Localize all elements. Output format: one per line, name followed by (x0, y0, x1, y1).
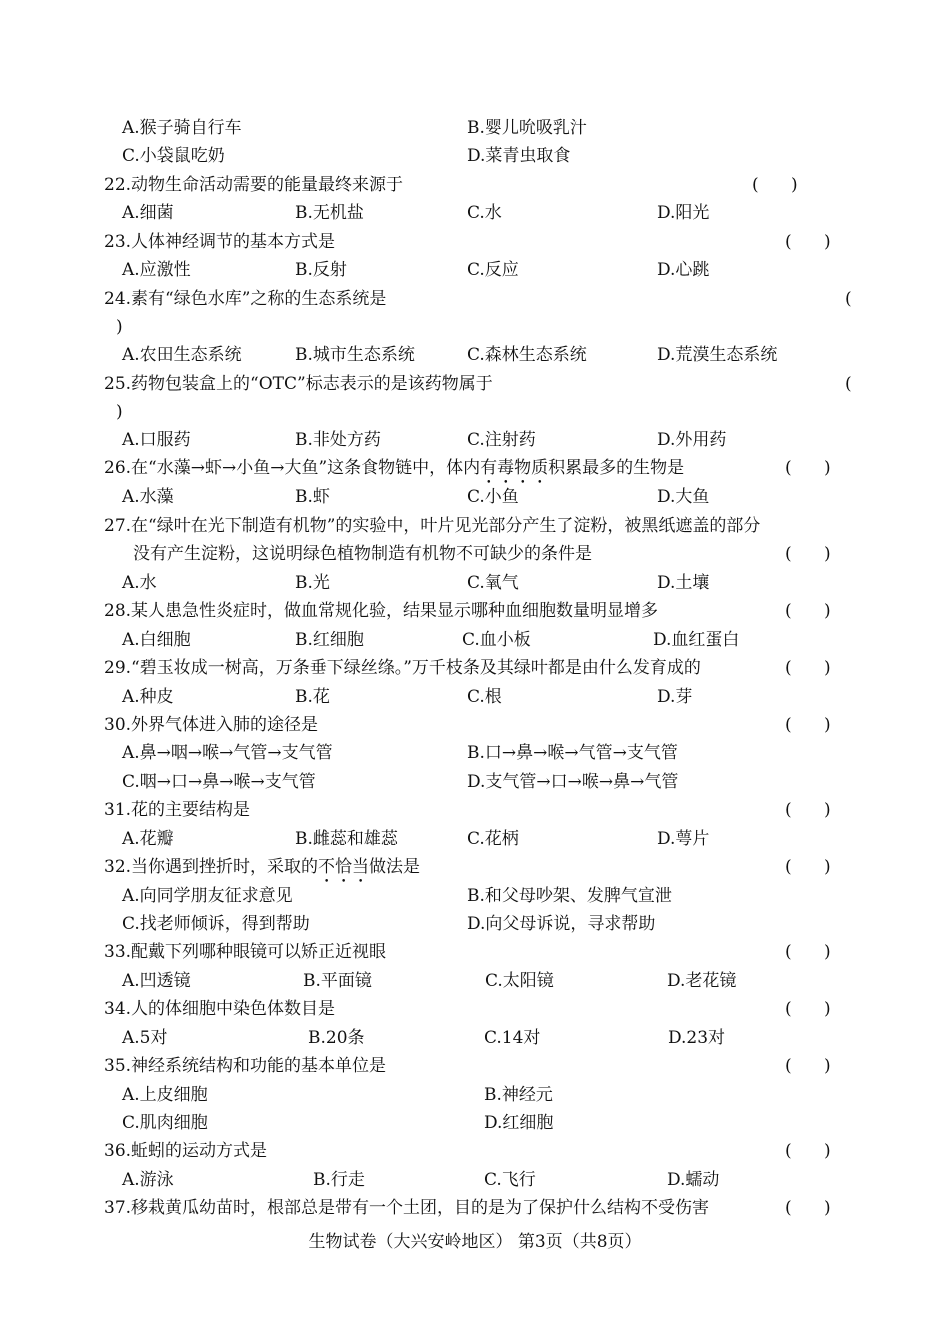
q25-option-b: B.非处方药 (295, 430, 381, 450)
q28-option-c: C.血小板 (462, 630, 531, 650)
q25-option-d: D.外用药 (657, 430, 727, 450)
q22-option-b: B.无机盐 (295, 203, 364, 223)
q31-option-b: B.雌蕊和雄蕊 (295, 829, 398, 849)
q36-option-d: D.蠕动 (667, 1170, 720, 1190)
q32-answer-bracket: ( ) (785, 857, 831, 877)
q33-option-d: D.老花镜 (667, 971, 737, 991)
q32-stem-part2: 做法是 (369, 857, 421, 877)
q28-stem: 28.某人患急性炎症时，做血常规化验，结果显示哪种血细胞数量明显增多 (104, 601, 659, 621)
q23-option-d: D.心跳 (657, 260, 710, 280)
q32-option-c: C.找老师倾诉，得到帮助 (122, 914, 310, 934)
q27-stem-line2: 没有产生淀粉，这说明绿色植物制造有机物不可缺少的条件是 (133, 544, 592, 564)
q27-option-a: A.水 (122, 573, 157, 593)
q25-stem: 25.药物包装盒上的“OTC”标志表示的是该药物属于 (104, 374, 493, 394)
q23-answer-bracket: ( ) (785, 232, 831, 252)
q28-option-b: B.红细胞 (295, 630, 364, 650)
q25-bracket-close: ) (116, 402, 123, 422)
q29-stem: 29.“碧玉妆成一树高，万条垂下绿丝绦。”万千枝条及其绿叶都是由什么发育成的 (104, 658, 701, 678)
q26-option-a: A.水藻 (122, 487, 174, 507)
q32-option-d: D.向父母诉说，寻求帮助 (467, 914, 656, 934)
q34-stem: 34.人的体细胞中染色体数目是 (104, 999, 336, 1019)
q26-emphasis-text: 有毒物质 (480, 458, 549, 478)
q23-stem: 23.人体神经调节的基本方式是 (104, 232, 336, 252)
page-footer: 生物试卷（大兴安岭地区） 第3页（共8页） (308, 1232, 642, 1252)
q21-option-d: D.菜青虫取食 (467, 146, 571, 166)
q23-option-c: C.反应 (467, 260, 519, 280)
q21-option-a: A.猴子骑自行车 (122, 118, 242, 138)
q24-bracket-open: ( (845, 289, 852, 309)
q36-option-a: A.游泳 (122, 1170, 174, 1190)
q24-option-b: B.城市生态系统 (295, 345, 415, 365)
q25-option-a: A.口服药 (122, 430, 191, 450)
q32-option-a: A.向同学朋友征求意见 (122, 886, 293, 906)
q26-option-d: D.大鱼 (657, 487, 710, 507)
q26-stem-part1: 26.在“水藻→虾→小鱼→大鱼”这条食物链中，体内 (104, 458, 481, 478)
q36-option-c: C.飞行 (484, 1170, 536, 1190)
q29-option-b: B.花 (295, 687, 330, 707)
q22-option-d: D.阳光 (657, 203, 710, 223)
q27-answer-bracket: ( ) (785, 544, 831, 564)
q22-option-a: A.细菌 (122, 203, 174, 223)
q31-answer-bracket: ( ) (785, 800, 831, 820)
q24-option-c: C.森林生态系统 (467, 345, 587, 365)
q34-option-d: D.23对 (668, 1028, 726, 1048)
q33-stem: 33.配戴下列哪种眼镜可以矫正近视眼 (104, 942, 387, 962)
q35-answer-bracket: ( ) (785, 1056, 831, 1076)
q24-option-a: A.农田生态系统 (122, 345, 242, 365)
q23-option-b: B.反射 (295, 260, 347, 280)
q27-stem-line1: 27.在“绿叶在光下制造有机物”的实验中，叶片见光部分产生了淀粉，被黑纸遮盖的部分 (104, 516, 761, 536)
q29-answer-bracket: ( ) (785, 658, 831, 678)
q22-answer-bracket: ( ) (752, 175, 798, 195)
q34-option-b: B.20条 (308, 1028, 365, 1048)
q35-option-b: B.神经元 (484, 1085, 553, 1105)
q26-option-c: C.小鱼 (467, 487, 519, 507)
q28-option-a: A.白细胞 (122, 630, 191, 650)
q28-answer-bracket: ( ) (785, 601, 831, 621)
q33-answer-bracket: ( ) (785, 942, 831, 962)
q34-option-a: A.5对 (122, 1028, 168, 1048)
q32-option-b: B.和父母吵架、发脾气宣泄 (467, 886, 672, 906)
q21-option-c: C.小袋鼠吃奶 (122, 146, 225, 166)
q36-option-b: B.行走 (313, 1170, 365, 1190)
q29-option-c: C.根 (467, 687, 502, 707)
q22-stem: 22.动物生命活动需要的能量最终来源于 (104, 175, 404, 195)
q35-option-a: A.上皮细胞 (122, 1085, 208, 1105)
q24-stem: 24.素有“绿色水库”之称的生态系统是 (104, 289, 387, 309)
q30-option-c: C.咽→口→鼻→喉→支气管 (122, 772, 316, 792)
q25-bracket-open: ( (845, 374, 852, 394)
q28-option-d: D.血红蛋白 (653, 630, 740, 650)
q26-stem (104, 456, 684, 488)
q33-option-a: A.凹透镜 (122, 971, 191, 991)
q32-emphasis-text: 不恰当 (318, 857, 370, 877)
q26-option-b: B.虾 (295, 487, 330, 507)
q34-option-c: C.14对 (484, 1028, 541, 1048)
q37-stem: 37.移栽黄瓜幼苗时，根部总是带有一个土团，目的是为了保护什么结构不受伤害 (104, 1198, 710, 1218)
q35-stem: 35.神经系统结构和功能的基本单位是 (104, 1056, 387, 1076)
q21-option-b: B.婴儿吮吸乳汁 (467, 118, 587, 138)
q37-answer-bracket: ( ) (785, 1198, 831, 1218)
q24-bracket-close: ) (116, 317, 123, 337)
q29-option-a: A.种皮 (122, 687, 174, 707)
q22-option-c: C.水 (467, 203, 502, 223)
q30-stem: 30.外界气体进入肺的途径是 (104, 715, 319, 735)
q26-stem-part2: 积累最多的生物是 (548, 458, 685, 478)
q26-answer-bracket: ( ) (785, 458, 831, 478)
q30-option-a: A.鼻→咽→喉→气管→支气管 (122, 743, 333, 763)
q24-option-d: D.荒漠生态系统 (657, 345, 778, 365)
q35-option-c: C.肌肉细胞 (122, 1113, 208, 1133)
q31-stem: 31.花的主要结构是 (104, 800, 251, 820)
q31-option-c: C.花柄 (467, 829, 519, 849)
q23-option-a: A.应激性 (122, 260, 191, 280)
q25-option-c: C.注射药 (467, 430, 536, 450)
q31-option-d: D.萼片 (657, 829, 710, 849)
q30-answer-bracket: ( ) (785, 715, 831, 735)
q33-option-c: C.太阳镜 (485, 971, 554, 991)
q35-option-d: D.红细胞 (484, 1113, 554, 1133)
q30-option-d: D.支气管→口→喉→鼻→气管 (467, 772, 679, 792)
q27-option-c: C.氧气 (467, 573, 519, 593)
q36-answer-bracket: ( ) (785, 1141, 831, 1161)
q34-answer-bracket: ( ) (785, 999, 831, 1019)
q27-option-b: B.光 (295, 573, 330, 593)
q31-option-a: A.花瓣 (122, 829, 174, 849)
q30-option-b: B.口→鼻→喉→气管→支气管 (467, 743, 678, 763)
q36-stem: 36.蚯蚓的运动方式是 (104, 1141, 268, 1161)
q32-stem (104, 855, 420, 887)
q29-option-d: D.芽 (657, 687, 693, 707)
q33-option-b: B.平面镜 (303, 971, 372, 991)
q27-option-d: D.土壤 (657, 573, 710, 593)
q32-stem-part1: 32.当你遇到挫折时，采取的 (104, 857, 319, 877)
